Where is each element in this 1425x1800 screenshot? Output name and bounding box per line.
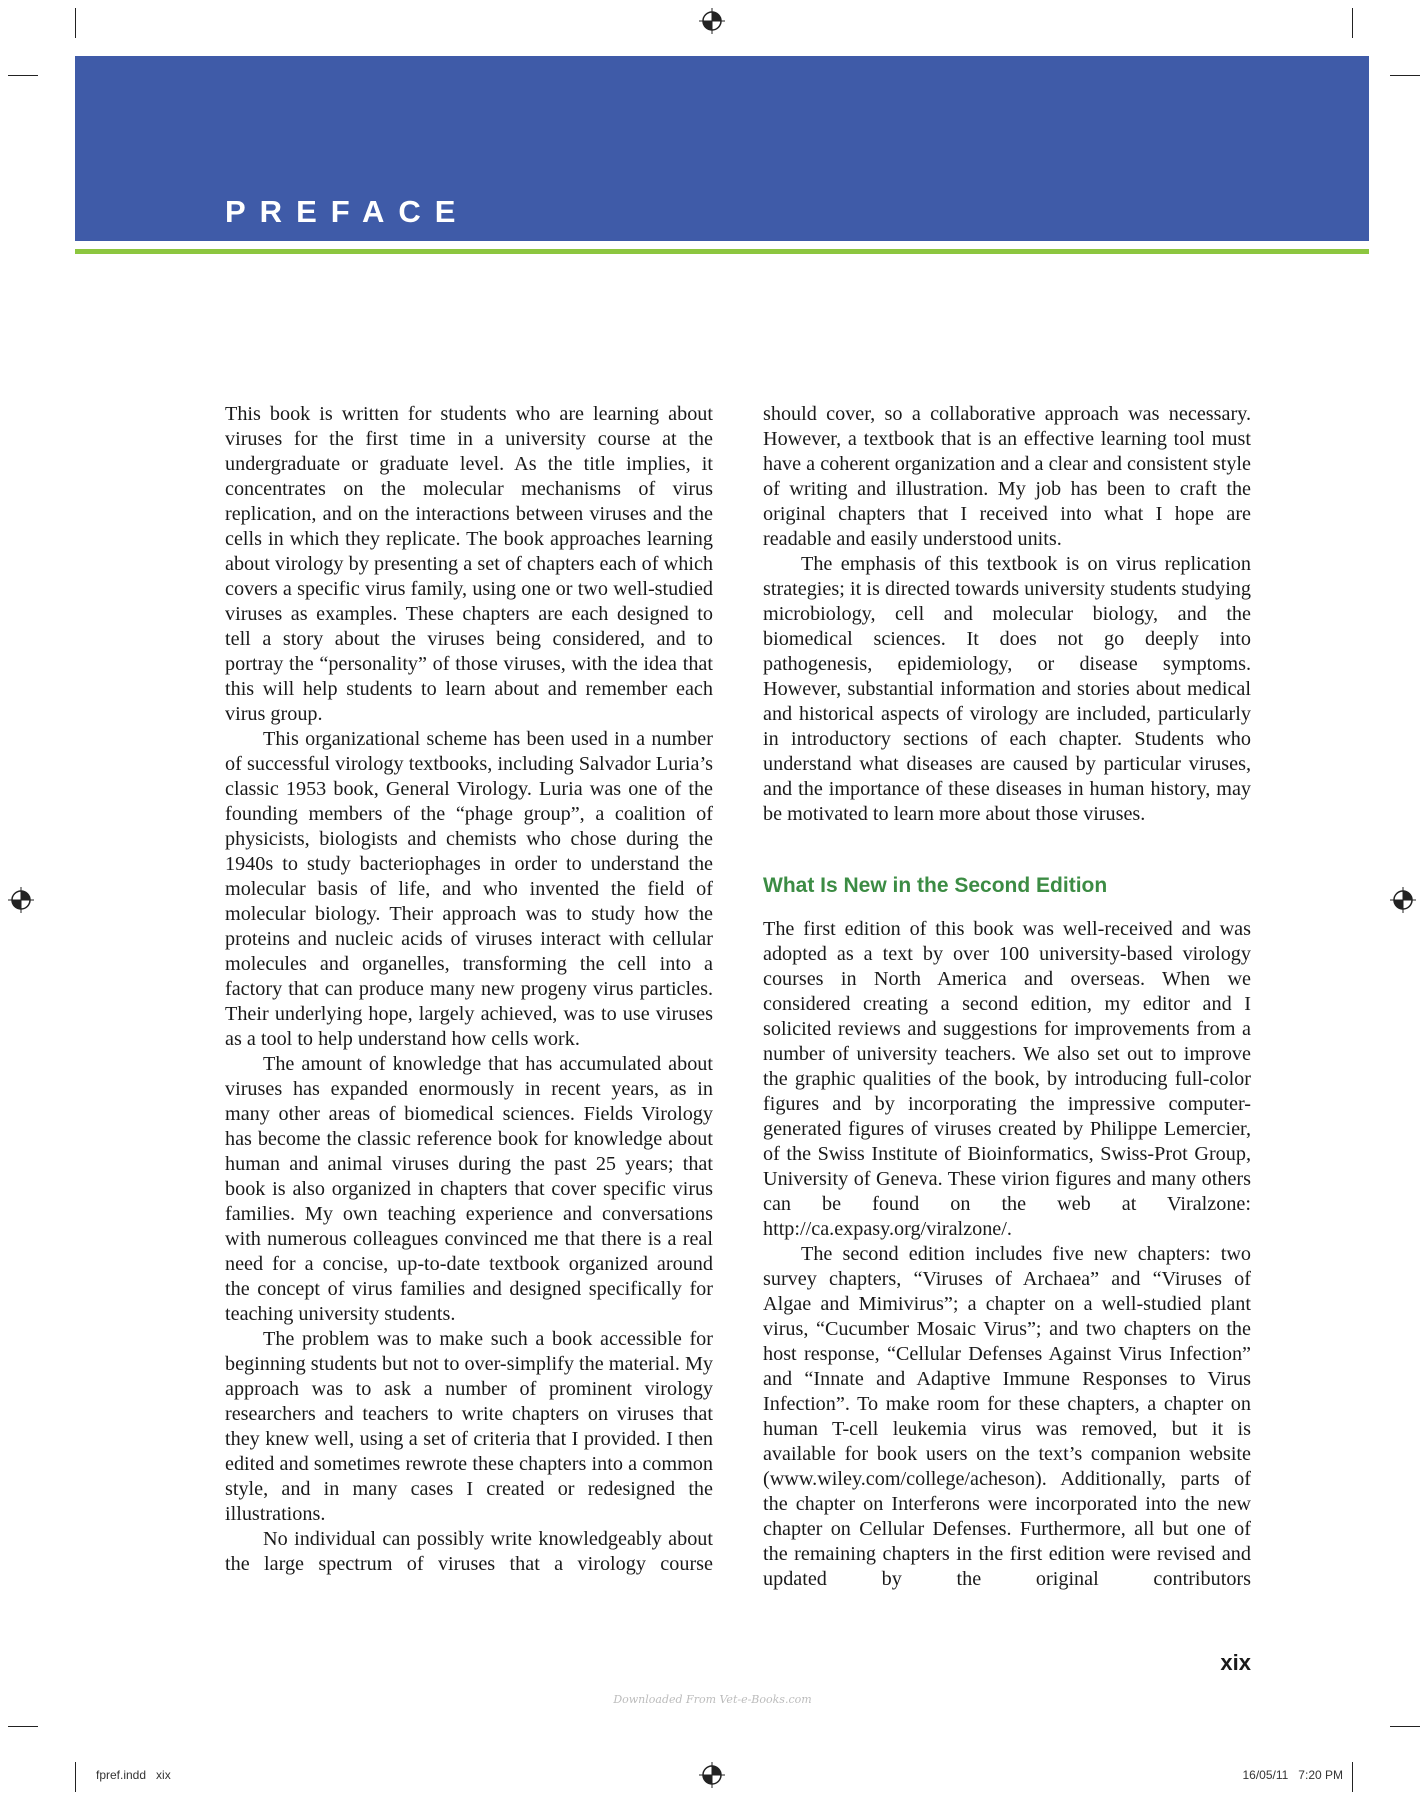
crop-mark-bottom-right-vertical bbox=[1352, 1762, 1353, 1792]
chapter-title: PREFACE bbox=[225, 194, 470, 229]
slug-file: fpref.indd xix bbox=[96, 1768, 171, 1782]
left-column bbox=[225, 402, 713, 1577]
page-number: xix bbox=[1220, 1650, 1251, 1675]
registration-mark-icon bbox=[699, 8, 725, 34]
paragraph: The first edition of this book was well-received and was adopted as a text by over 100 university-based virology courses in North America and overseas. When we considered creating a second edition, my editor and I solicited reviews and suggestions for improvements from a number of university teachers. We also set out to improve the graphic qualities of the book, by introducing full-color figures and by incorporating the impressive computer-generated figures of viruses created by Philippe Lemercier, of the Swiss Institute of Bioinformatics, Swiss-Prot Group, University of Geneva. These virion figures and many others can be found on the web at Viralzone: http://ca.expasy.org/viralzone/. bbox=[763, 918, 1251, 1240]
right-column bbox=[763, 402, 1251, 1592]
crop-mark-bottom-left-horizontal bbox=[8, 1726, 38, 1727]
paragraph: The amount of knowledge that has accumulated about viruses has expanded enormously in recent years, as in many other areas of biomedical sciences. Fields Virology has become the classic reference book for knowledge about human and animal viruses during the past 25 years; that book is also organized in chapters that cover specific virus families. My own teaching experience and conversations with numerous colleagues convinced me that there is a real need for a concise, up-to-date textbook organized around the concept of virus families and designed specifically for teaching university students. bbox=[225, 1053, 713, 1325]
crop-mark-top-left-horizontal bbox=[8, 75, 38, 76]
crop-mark-bottom-right-horizontal bbox=[1390, 1726, 1420, 1727]
paragraph: should cover, so a collaborative approach was necessary. However, a textbook that is an effective learning tool must have a coherent organization and a clear and consistent style of writing and illustration. My job has been to craft the original chapters that I received into what I hope are readable and easily understood units. bbox=[763, 403, 1251, 550]
paragraph: No individual can possibly write knowledgeably about the large spectrum of viruses that a virology course bbox=[225, 1528, 713, 1575]
paragraph: The emphasis of this textbook is on virus replication strategies; it is directed towards university students studying microbiology, cell and molecular biology, and the biomedical sciences. It does not go deeply into pathogenesis, epidemiology, or disease symptoms. However, substantial information and stories about medical and historical aspects of virology are included, particularly in introductory sections of each chapter. Students who understand what diseases are caused by particular viruses, and the importance of these diseases in human history, may be motivated to learn more about those viruses. bbox=[763, 553, 1251, 825]
crop-mark-top-right-vertical bbox=[1352, 8, 1353, 38]
header-rule bbox=[75, 249, 1369, 254]
crop-mark-top-right-horizontal bbox=[1390, 75, 1420, 76]
paragraph: The problem was to make such a book accessible for beginning students but not to over-simplify the material. My approach was to ask a number of prominent virology researchers and teachers to write chapters on viruses that they knew well, using a set of criteria that I provided. I then edited and sometimes rewrote these chapters into a common style, and in many cases I created or redesigned the illustrations. bbox=[225, 1328, 713, 1525]
section-heading: What Is New in the Second Edition bbox=[763, 874, 1108, 897]
paragraph: This book is written for students who are learning about viruses for the first time in a university course at the undergraduate or graduate level. As the title implies, it concentrates on the molecular mechanisms of virus replication, and on the interactions between viruses and the cells in which they replicate. The book approaches learning about virology by presenting a set of chapters each of which covers a specific virus family, using one or two well-studied viruses as examples. These chapters are each designed to tell a story about the viruses being considered, and to portray the “personality” of those viruses, with the idea that this will help students to learn about and remember each virus group. bbox=[225, 403, 713, 725]
crop-mark-top-left-vertical bbox=[75, 8, 76, 38]
registration-mark-icon bbox=[1390, 887, 1416, 913]
watermark: Downloaded From Vet-e-Books.com bbox=[613, 1693, 812, 1706]
paragraph: This organizational scheme has been used in a number of successful virology textbooks, including Salvador Luria’s classic 1953 book, General Virology. Luria was one of the founding members of the “phage group”, a coalition of physicists, biologists and chemists who chose during the 1940s to study bacteriophages in order to understand the molecular basis of life, and who invented the field of molecular biology. Their approach was to study how the proteins and nucleic acids of viruses interact with cellular molecules and organelles, transforming the cell into a factory that can produce many new progeny virus particles. Their underlying hope, largely achieved, was to use viruses as a tool to help understand how cells work. bbox=[225, 728, 713, 1050]
registration-mark-icon bbox=[699, 1762, 725, 1788]
crop-mark-bottom-left-vertical bbox=[75, 1762, 76, 1792]
registration-mark-icon bbox=[8, 887, 34, 913]
slug-date: 16/05/11 7:20 PM bbox=[1242, 1768, 1343, 1782]
paragraph: The second edition includes five new chapters: two survey chapters, “Viruses of Archaea” and “Viruses of Algae and Mimivirus”; a chapter on a well-studied plant virus, “Cucumber Mosaic Virus”; and two chapters on the host response, “Cellular Defenses Against Virus Infection” and “Innate and Adaptive Immune Responses to Virus Infection”. To make room for these chapters, a chapter on human T-cell leukemia virus was removed, but it is available for book users on the text’s companion website (www.wiley.com/college/acheson). Additionally, parts of the chapter on Interferons were incorporated into the new chapter on Cellular Defenses. Furthermore, all but one of the remaining chapters in the first edition were revised and updated by the original contributors bbox=[763, 1243, 1251, 1590]
